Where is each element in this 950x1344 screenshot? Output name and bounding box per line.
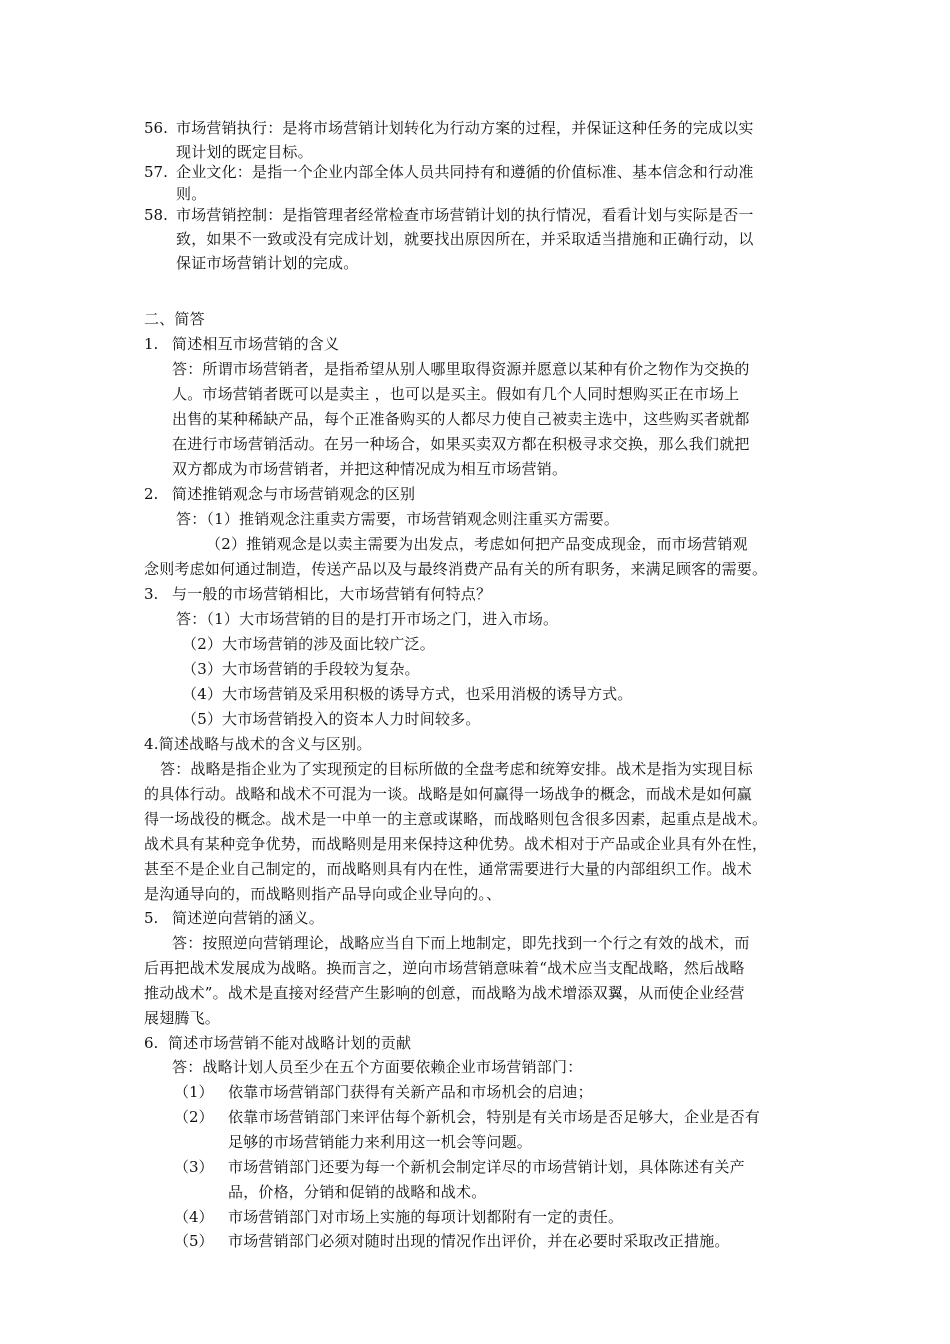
answer-line: 出售的某种稀缺产品，每个正准备购买的人都尽力使自己被卖主选中，这些购买者就都 [172, 410, 750, 428]
list-item-line: 足够的市场营销能力来利用这一机会等问题。 [228, 1133, 533, 1151]
list-item-number: （5） [174, 1232, 214, 1250]
answer-line: 答：按照逆向营销理论，战略应当自下而上地制定，即先找到一个行之有效的战术，而 [172, 934, 750, 952]
definition-line: 企业文化：是指一个企业内部全体人员共同持有和遵循的价值标准、基本信念和行动准 [176, 163, 754, 181]
question-number: 5. [144, 909, 159, 927]
answer-line: 答：（1）推销观念注重卖方需要，市场营销观念则注重买方需要。 [176, 510, 620, 528]
question-number: 1. [144, 335, 159, 353]
answer-line: 人。市场营销者既可以是卖主 ，也可以是买主。假如有几个人同时想购买正在市场上 [172, 385, 740, 403]
list-item-number: （4） [174, 1208, 214, 1226]
definition-number: 57. [144, 163, 168, 181]
definition-line: 市场营销执行：是将市场营销计划转化为行动方案的过程，并保证这种任务的完成以实 [176, 119, 754, 137]
answer-line: 得一场战役的概念。战术是一中单一的主意或谋略，而战略则包含很多因素，起重点是战术。 [144, 810, 768, 828]
list-item-line: 市场营销部门对市场上实施的每项计划都附有一定的责任。 [228, 1208, 624, 1226]
answer-line: 答：所谓市场营销者，是指希望从别人哪里取得资源并愿意以某种有价之物作为交换的 [172, 360, 750, 378]
list-item-number: （2） [174, 1108, 214, 1126]
answer-line: 答：战略计划人员至少在五个方面要依赖企业市场营销部门： [172, 1058, 583, 1076]
question-number: 2. [144, 485, 159, 503]
answer-line: 的具体行动。战略和战术不可混为一谈。战略是如何赢得一场战争的概念，而战术是如何赢 [144, 785, 753, 803]
answer-line: 念则考虑如何通过制造，传送产品以及与最终消费产品有关的所有职务，来满足顾客的需要。 [144, 560, 768, 578]
answer-line: 战术具有某种竞争优势，而战略则是用来保持这种优势。战术相对于产品或企业具有外在性， [144, 835, 768, 853]
list-item-line: 品，价格，分销和促销的战略和战术。 [228, 1183, 487, 1201]
question-title: 4.简述战略与战术的含义与区别。 [144, 735, 372, 753]
answer-line: 是沟通导向的，而战略则指产品导向或企业导向的。、 [144, 885, 502, 903]
answer-line: 后再把战术发展成为战略。换而言之，逆向市场营销意味着“战术应当支配战略，然后战略 [144, 959, 745, 977]
list-item-number: （3） [174, 1158, 214, 1176]
list-item-line: 依靠市场营销部门获得有关新产品和市场机会的启迪； [228, 1083, 593, 1101]
answer-line: 在进行市场营销活动。在另一种场合，如果买卖双方都在积极寻求交换，那么我们就把 [172, 435, 750, 453]
answer-line: 答：战略是指企业为了实现预定的目标所做的全盘考虑和统筹安排。战术是指为实现目标 [160, 760, 753, 778]
list-item-line: 依靠市场营销部门来评估每个新机会，特别是有关市场是否足够大，企业是否有 [228, 1108, 761, 1126]
list-item-line: 市场营销部门必须对随时出现的情况作出评价，并在必要时采取改正措施。 [228, 1232, 730, 1250]
definition-number: 58. [144, 206, 168, 224]
answer-line: 答：（1）大市场营销的目的是打开市场之门，进入市场。 [176, 610, 559, 628]
section-title: 二、简答 [144, 310, 205, 328]
question-title: 简述相互市场营销的含义 [172, 335, 340, 353]
answer-line: （5）大市场营销投入的资本人力时间较多。 [182, 710, 481, 728]
definition-line: 则。 [176, 185, 207, 203]
question-number: 3. [144, 585, 159, 603]
answer-line: （3）大市场营销的手段较为复杂。 [182, 660, 420, 678]
answer-line: 双方都成为市场营销者，并把这种情况成为相互市场营销。 [172, 460, 568, 478]
question-number: 6. [144, 1034, 159, 1052]
question-title: 简述逆向营销的涵义。 [172, 909, 325, 927]
question-title: 简述推销观念与市场营销观念的区别 [172, 485, 416, 503]
list-item-number: （1） [174, 1083, 214, 1101]
definition-line: 市场营销控制：是指管理者经常检查市场营销计划的执行情况，看看计划与实际是否一 [176, 206, 754, 224]
answer-line: 展翅腾飞。 [144, 1009, 221, 1027]
definition-number: 56. [144, 119, 168, 137]
list-item-line: 市场营销部门还要为每一个新机会制定详尽的市场营销计划，具体陈述有关产 [228, 1158, 745, 1176]
definition-line: 保证市场营销计划的完成。 [176, 254, 359, 272]
question-title: 与一般的市场营销相比，大市场营销有何特点？ [172, 585, 492, 603]
answer-line: 甚至不是企业自己制定的，而战略则具有内在性，通常需要进行大量的内部组织工作。战术 [144, 860, 753, 878]
answer-line: 推动战术”。战术是直接对经营产生影响的创意，而战略为战术增添双翼，从而使企业经营 [144, 984, 745, 1002]
answer-line: （4）大市场营销及采用积极的诱导方式，也采用消极的诱导方式。 [182, 685, 633, 703]
definition-line: 现计划的既定目标。 [176, 143, 313, 161]
answer-line: （2）推销观念是以卖主需要为出发点，考虑如何把产品变成现金，而市场营销观 [206, 535, 748, 553]
answer-line: （2）大市场营销的涉及面比较广泛。 [182, 635, 435, 653]
question-title: 简述市场营销不能对战略计划的贡献 [168, 1034, 412, 1052]
definition-line: 致，如果不一致或没有完成计划，就要找出原因所在，并采取适当措施和正确行动，以 [176, 230, 754, 248]
